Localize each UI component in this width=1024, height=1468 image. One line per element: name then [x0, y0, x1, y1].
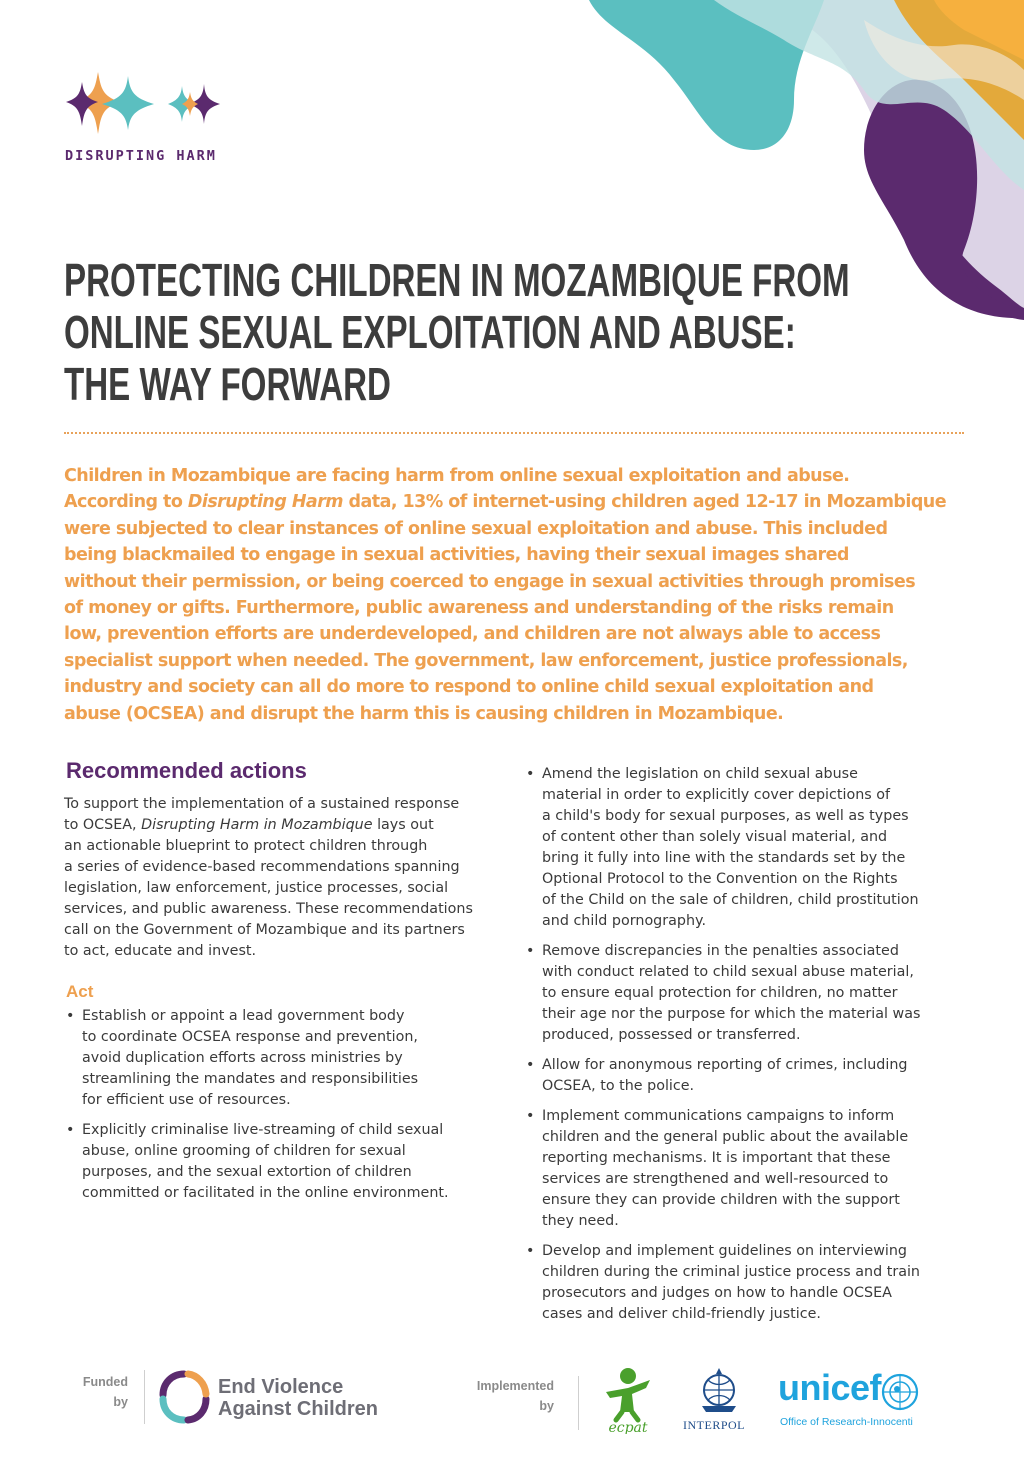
report-name: Disrupting Harm [187, 492, 343, 513]
list-item [524, 1241, 974, 1325]
item-line: • Implement communications campaigns to inform [542, 1108, 895, 1124]
unicef-subtitle: Office of Research-Innocenti [780, 1416, 913, 1428]
item-line: • Amend the legislation on child sexual abuse [542, 766, 858, 782]
para-line: legislation, law enforcement, justice processes, social [64, 880, 449, 896]
funded-by-label [62, 1372, 128, 1412]
evac-name [218, 1376, 378, 1420]
para-line: an actionable blueprint to protect children through [64, 838, 428, 854]
evac-logo-icon [158, 1370, 210, 1424]
item-line: children and the general public about the available [542, 1129, 909, 1145]
act-list-right [524, 764, 974, 1325]
para-line: a series of evidence-based recommendations spanning [64, 859, 460, 875]
item-line: children during the criminal justice process and train [542, 1264, 920, 1280]
right-column [524, 764, 974, 1334]
evac-line: End Violence [218, 1376, 344, 1398]
interpol-text: INTERPOL [683, 1418, 745, 1432]
item-line: material in order to explicitly cover depictions of [542, 787, 891, 803]
evac-line: Against Children [218, 1398, 379, 1420]
item-line: • Develop and implement guidelines on interviewing [542, 1243, 907, 1259]
logo-text: DISRUPTING HARM [65, 148, 217, 164]
interpol-emblem-icon [698, 1366, 740, 1414]
act-list-left [64, 1006, 514, 1204]
footer [0, 1360, 1024, 1440]
item-line: they need. [542, 1213, 619, 1229]
implemented-label-line: by [539, 1399, 554, 1413]
item-line: with conduct related to child sexual abuse material, [542, 964, 914, 980]
item-line: ensure they can provide children with the support [542, 1192, 900, 1208]
item-line: produced, possessed or transferred. [542, 1027, 801, 1043]
sparkle-waves-icon [62, 68, 222, 138]
intro-line: Children in Mozambique are facing harm from online sexual exploitation and abuse. [64, 466, 850, 486]
title-line: PROTECTING CHILDREN IN MOZAMBIQUE FROM [64, 254, 850, 306]
disrupting-harm-logo [62, 68, 232, 164]
item-line: streamlining the mandates and responsibilities [82, 1071, 419, 1087]
item-line: committed or facilitated in the online environment. [82, 1185, 449, 1201]
item-line: their age nor the purpose for which the material was [542, 1006, 921, 1022]
item-line: • Explicitly criminalise live-streaming of child sexual [82, 1122, 444, 1138]
item-line: prosecutors and judges on how to handle OCSEA [542, 1285, 892, 1301]
recommended-actions-heading: Recommended actions [66, 758, 307, 783]
item-line: avoid duplication efforts across ministries by [82, 1050, 403, 1066]
list-item [524, 941, 974, 1046]
ecpat-logo-icon [598, 1362, 658, 1434]
dotted-divider [64, 432, 964, 434]
divider [578, 1376, 579, 1430]
page-title [64, 254, 850, 410]
intro-line: being blackmailed to engage in sexual activities, having their sexual images shared [64, 545, 849, 566]
item-line: purposes, and the sexual extortion of children [82, 1164, 412, 1180]
left-column [64, 758, 514, 1213]
item-line: reporting mechanisms. It is important that these [542, 1150, 891, 1166]
funded-label-line: by [113, 1395, 128, 1409]
list-item [524, 1106, 974, 1232]
item-line: • Establish or appoint a lead government body [82, 1008, 405, 1024]
list-item [524, 1055, 974, 1097]
intro-line: without their permission, or being coerced to engage in sexual activities through promises [64, 571, 916, 592]
act-heading: Act [66, 982, 94, 1001]
title-line: THE WAY FORWARD [64, 358, 391, 410]
item-line: Optional Protocol to the Convention on the Rights [542, 871, 898, 887]
item-line: a child's body for sexual purposes, as well as types [542, 808, 909, 824]
item-line: to coordinate OCSEA response and prevention, [82, 1029, 418, 1045]
divider [144, 1370, 145, 1424]
list-item [64, 1006, 514, 1111]
item-line: of the Child on the sale of children, child prostitution [542, 892, 919, 908]
item-line: of content other than solely visual material, and [542, 829, 888, 845]
intro-line: industry and society can all do more to respond to online child sexual exploitation and [64, 677, 874, 698]
report-name: Disrupting Harm in Mozambique [141, 817, 373, 833]
item-line: for efficient use of resources. [82, 1092, 291, 1108]
intro-line: specialist support when needed. The government, law enforcement, justice professionals, [64, 650, 908, 671]
funded-label-line: Funded [82, 1375, 128, 1389]
list-item [64, 1120, 514, 1204]
intro-line: abuse (OCSEA) and disrupt the harm this is causing children in Mozambique. [64, 703, 784, 724]
list-item [524, 764, 974, 932]
item-line: • Allow for anonymous reporting of crimes, including [542, 1057, 908, 1073]
para-line: call on the Government of Mozambique and its partners [64, 922, 465, 938]
implemented-by-label [462, 1376, 554, 1416]
title-line: ONLINE SEXUAL EXPLOITATION AND ABUSE: [64, 306, 796, 358]
item-line: cases and deliver child-friendly justice. [542, 1306, 821, 1322]
ecpat-text: ecpat [608, 1420, 648, 1434]
item-line: • Remove discrepancies in the penalties associated [542, 943, 899, 959]
intro-paragraph [64, 463, 979, 727]
recommended-paragraph [64, 794, 514, 962]
item-line: bring it fully into line with the standards set by the [542, 850, 906, 866]
intro-line: According to Disrupting Harm data, 13% of internet-using children aged 12-17 in Mozambique [64, 492, 947, 513]
item-line: services are strengthened and well-resourced to [542, 1171, 889, 1187]
para-line: To support the implementation of a sustained response [64, 796, 460, 812]
unicef-text: unicef [778, 1367, 882, 1408]
item-line: OCSEA, to the police. [542, 1078, 695, 1094]
para-line: to OCSEA, Disrupting Harm in Mozambique lays out [64, 817, 434, 833]
implemented-label-line: Implemented [476, 1379, 554, 1393]
para-line: services, and public awareness. These recommendations [64, 901, 473, 917]
intro-line: were subjected to clear instances of online sexual exploitation and abuse. This included [64, 518, 888, 539]
intro-line: of money or gifts. Furthermore, public awareness and understanding of the risks remain [64, 598, 894, 619]
unicef-emblem-icon [880, 1372, 920, 1412]
para-line: to act, educate and invest. [64, 943, 257, 959]
item-line: to ensure equal protection for children, no matter [542, 985, 898, 1001]
item-line: and child pornography. [542, 913, 707, 929]
item-line: abuse, online grooming of children for sexual [82, 1143, 406, 1159]
intro-line: low, prevention efforts are underdeveloped, and children are not always able to access [64, 624, 881, 645]
